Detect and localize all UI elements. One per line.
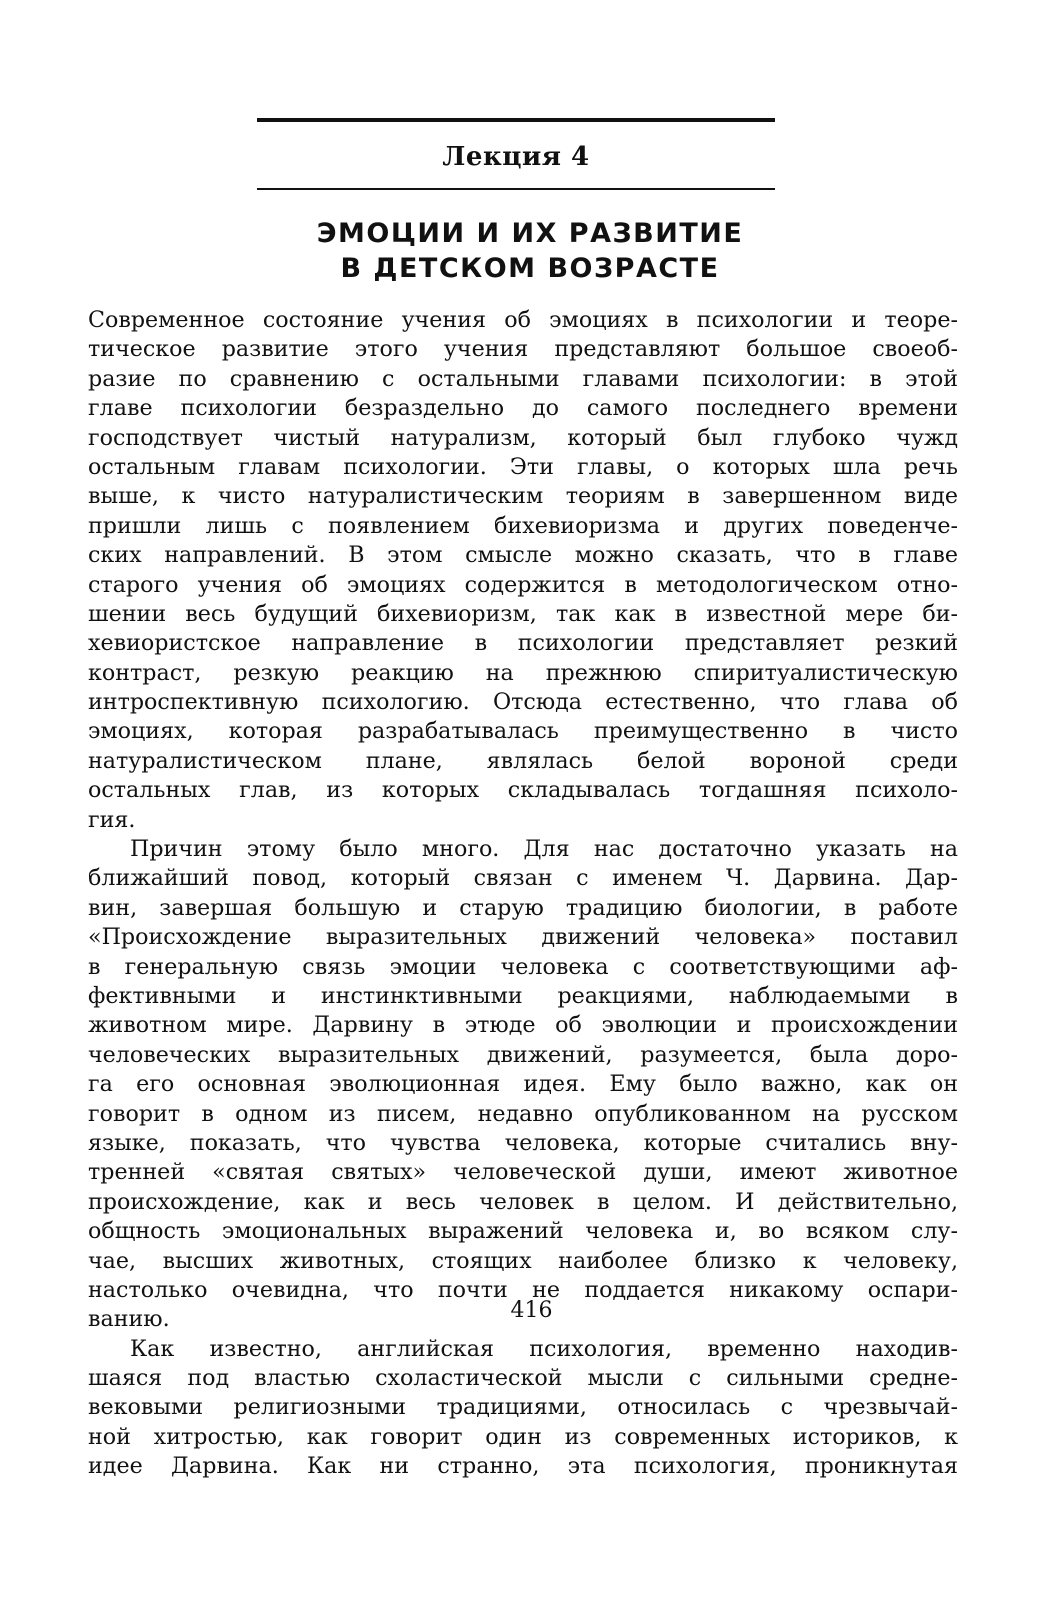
lecture-label: Лекция 4: [442, 142, 590, 172]
text-line: хевиористское направление в психологии представляет резкий: [88, 630, 958, 657]
text-line: ближайший повод, который связан с именем Ч. Дарвина. Дар-: [88, 865, 958, 892]
text-line: общность эмоциональных выражений человека и, во всяком слу-: [88, 1218, 958, 1245]
text-line: эмоциях, которая разрабатывалась преимущественно в чисто: [88, 718, 958, 745]
text-line: человеческих выразительных движений, разумеется, была доро-: [88, 1041, 958, 1068]
text-line: шении весь будущий бихевиоризм, так как в известной мере би-: [88, 600, 958, 627]
chapter-title-line-2: В ДЕТСКОМ ВОЗРАСТЕ: [340, 253, 720, 284]
text-line: интроспективную психологию. Отсюда естественно, что глава об: [88, 689, 958, 716]
chapter-title-line-1: ЭМОЦИИ И ИХ РАЗВИТИЕ: [316, 218, 744, 249]
text-line: остальных глав, из которых складывалась тогдашняя психоло-: [88, 777, 958, 804]
top-rule: [257, 118, 775, 122]
paragraph-3: [88, 1335, 958, 1482]
text-line: старого учения об эмоциях содержится в методологическом отно-: [88, 571, 958, 598]
text-line: контраст, резкую реакцию на прежнюю спиритуалистическую: [88, 659, 958, 686]
text-line: Как известно, английская психология, временно находив-: [130, 1335, 958, 1362]
text-line: вин, завершая большую и старую традицию биологии, в работе: [88, 894, 958, 921]
text-line: чае, высших животных, стоящих наиболее близко к человеку,: [88, 1247, 958, 1274]
text-line: идее Дарвина. Как ни странно, эта психология, проникнутая: [88, 1453, 958, 1480]
text-line: выше, к чисто натуралистическим теориям в завершенном виде: [88, 483, 958, 510]
chapter-title: [100, 216, 960, 286]
bottom-rule: [257, 188, 775, 190]
text-line: Современное состояние учения об эмоциях в психологии и теоре-: [88, 307, 958, 333]
text-line: шаяся под властью схоластической мысли с сильными средне-: [88, 1365, 958, 1392]
text-line: разие по сравнению с остальными главами психологии: в этой: [88, 365, 958, 392]
text-line: натуралистическом плане, являлась белой вороной среди: [88, 747, 958, 774]
text-line: в генеральную связь эмоции человека с соответствующими аф-: [88, 953, 958, 980]
text-line: га его основная эволюционная идея. Ему было важно, как он: [88, 1071, 958, 1098]
text-line: происхождение, как и весь человек в целом. И действительно,: [88, 1188, 958, 1215]
text-line: гия.: [88, 806, 136, 833]
text-line: говорит в одном из писем, недавно опубликованном на русском: [88, 1100, 958, 1127]
page-number: 416: [510, 1298, 553, 1323]
paragraph-2: [88, 835, 958, 1335]
text-line: господствует чистый натурализм, который был глубоко чужд: [88, 424, 958, 451]
text-line: тренней «святая святых» человеческой души, имеют животное: [88, 1159, 958, 1186]
text-line: вековыми религиозными традициями, относилась с чрезвычай-: [88, 1394, 958, 1421]
text-line: ских направлений. В этом смысле можно сказать, что в главе: [88, 542, 958, 569]
text-line: языке, показать, что чувства человека, которые считались вну-: [88, 1129, 958, 1156]
text-line: настолько очевидна, что почти не поддается никакому оспари-: [88, 1276, 958, 1303]
text-line: остальным главам психологии. Эти главы, о которых шла речь: [88, 453, 958, 480]
text-line: главе психологии безраздельно до самого последнего времени: [88, 395, 958, 422]
text-line: «Происхождение выразительных движений человека» поставил: [88, 924, 958, 951]
text-line: животном мире. Дарвину в этюде об эволюции и происхождении: [88, 1012, 958, 1039]
text-line: Причин этому было много. Для нас достаточно указать на: [130, 836, 958, 863]
text-line: ной хитростью, как говорит один из современных историков, к: [88, 1423, 958, 1450]
paragraph-1: [88, 306, 958, 835]
text-line: ванию.: [88, 1306, 170, 1333]
text-line: пришли лишь с появлением бихевиоризма и других поведенче-: [88, 512, 958, 539]
text-line: фективными и инстинктивными реакциями, наблюдаемыми в: [88, 982, 958, 1009]
text-line: тическое развитие этого учения представляют большое своеоб-: [88, 336, 958, 363]
